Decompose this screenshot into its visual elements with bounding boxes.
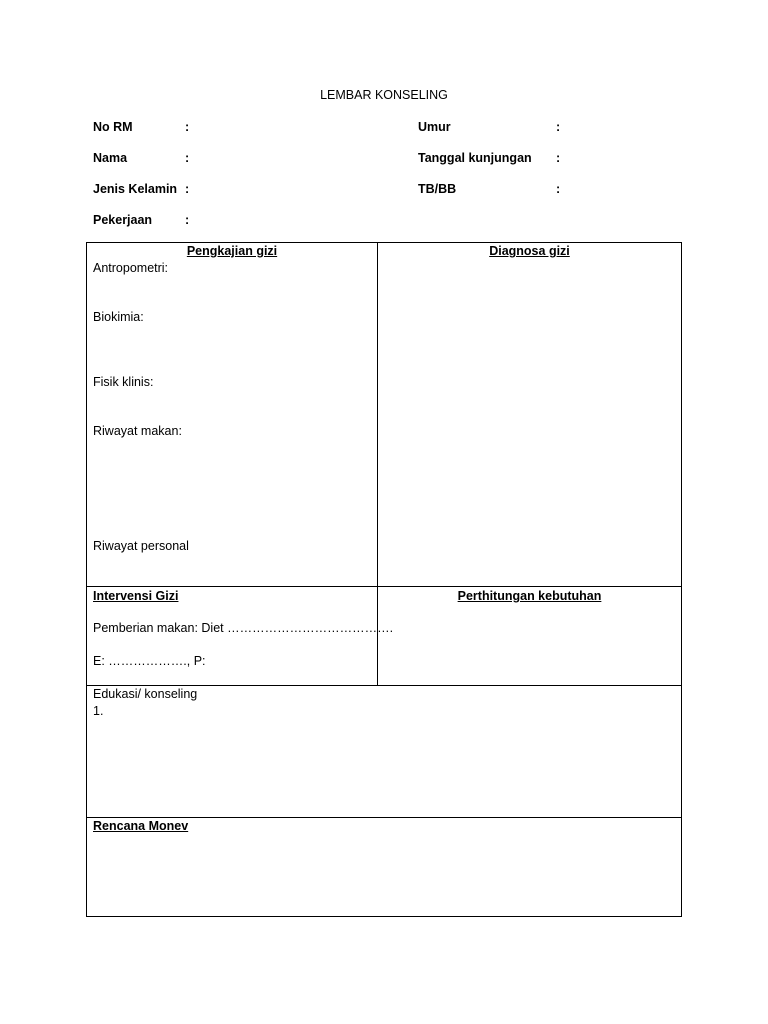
jenis-kelamin-separator: : [185,182,190,196]
pengkajian-gizi-cell [86,242,378,587]
pemberian-makan-text: Pemberian makan: Diet …………………………………. [93,621,394,635]
no-rm-label: No RM [93,120,133,134]
energi-protein-text: E: ………………., P: [93,654,206,668]
biokimia-label: Biokimia: [93,310,144,324]
pekerjaan-separator: : [185,213,190,227]
no-rm-separator: : [185,120,190,134]
perhitungan-kebutuhan-heading: Perthitungan kebutuhan [457,589,602,603]
edukasi-konseling-cell [86,685,682,818]
tanggal-kunjungan-separator: : [556,151,561,165]
intervensi-gizi-cell [86,586,394,686]
nama-separator: : [185,151,190,165]
pekerjaan-label: Pekerjaan [93,213,153,227]
antropometri-label: Antropometri: [93,261,169,275]
tb-bb-separator: : [556,182,561,196]
page-title: LEMBAR KONSELING [320,88,448,102]
fisik-klinis-label: Fisik klinis: [93,375,154,389]
diagnosa-gizi-cell [377,242,682,587]
nama-label: Nama [93,151,128,165]
riwayat-personal-label: Riwayat personal [93,539,189,553]
tb-bb-label: TB/BB [418,182,457,196]
tanggal-kunjungan-label: Tanggal kunjungan [418,151,532,165]
rencana-monev-cell [86,817,682,917]
rencana-monev-heading: Rencana Monev [93,819,189,833]
edukasi-item-1: 1. [93,704,104,718]
umur-separator: : [556,120,561,134]
umur-label: Umur [418,120,451,134]
perhitungan-kebutuhan-cell [377,586,682,686]
pengkajian-gizi-heading: Pengkajian gizi [186,244,278,258]
jenis-kelamin-label: Jenis Kelamin [93,182,178,196]
intervensi-gizi-heading: Intervensi Gizi [93,589,179,603]
diagnosa-gizi-heading: Diagnosa gizi [489,244,570,258]
riwayat-makan-label: Riwayat makan: [93,424,182,438]
edukasi-konseling-heading: Edukasi/ konseling [93,687,198,701]
